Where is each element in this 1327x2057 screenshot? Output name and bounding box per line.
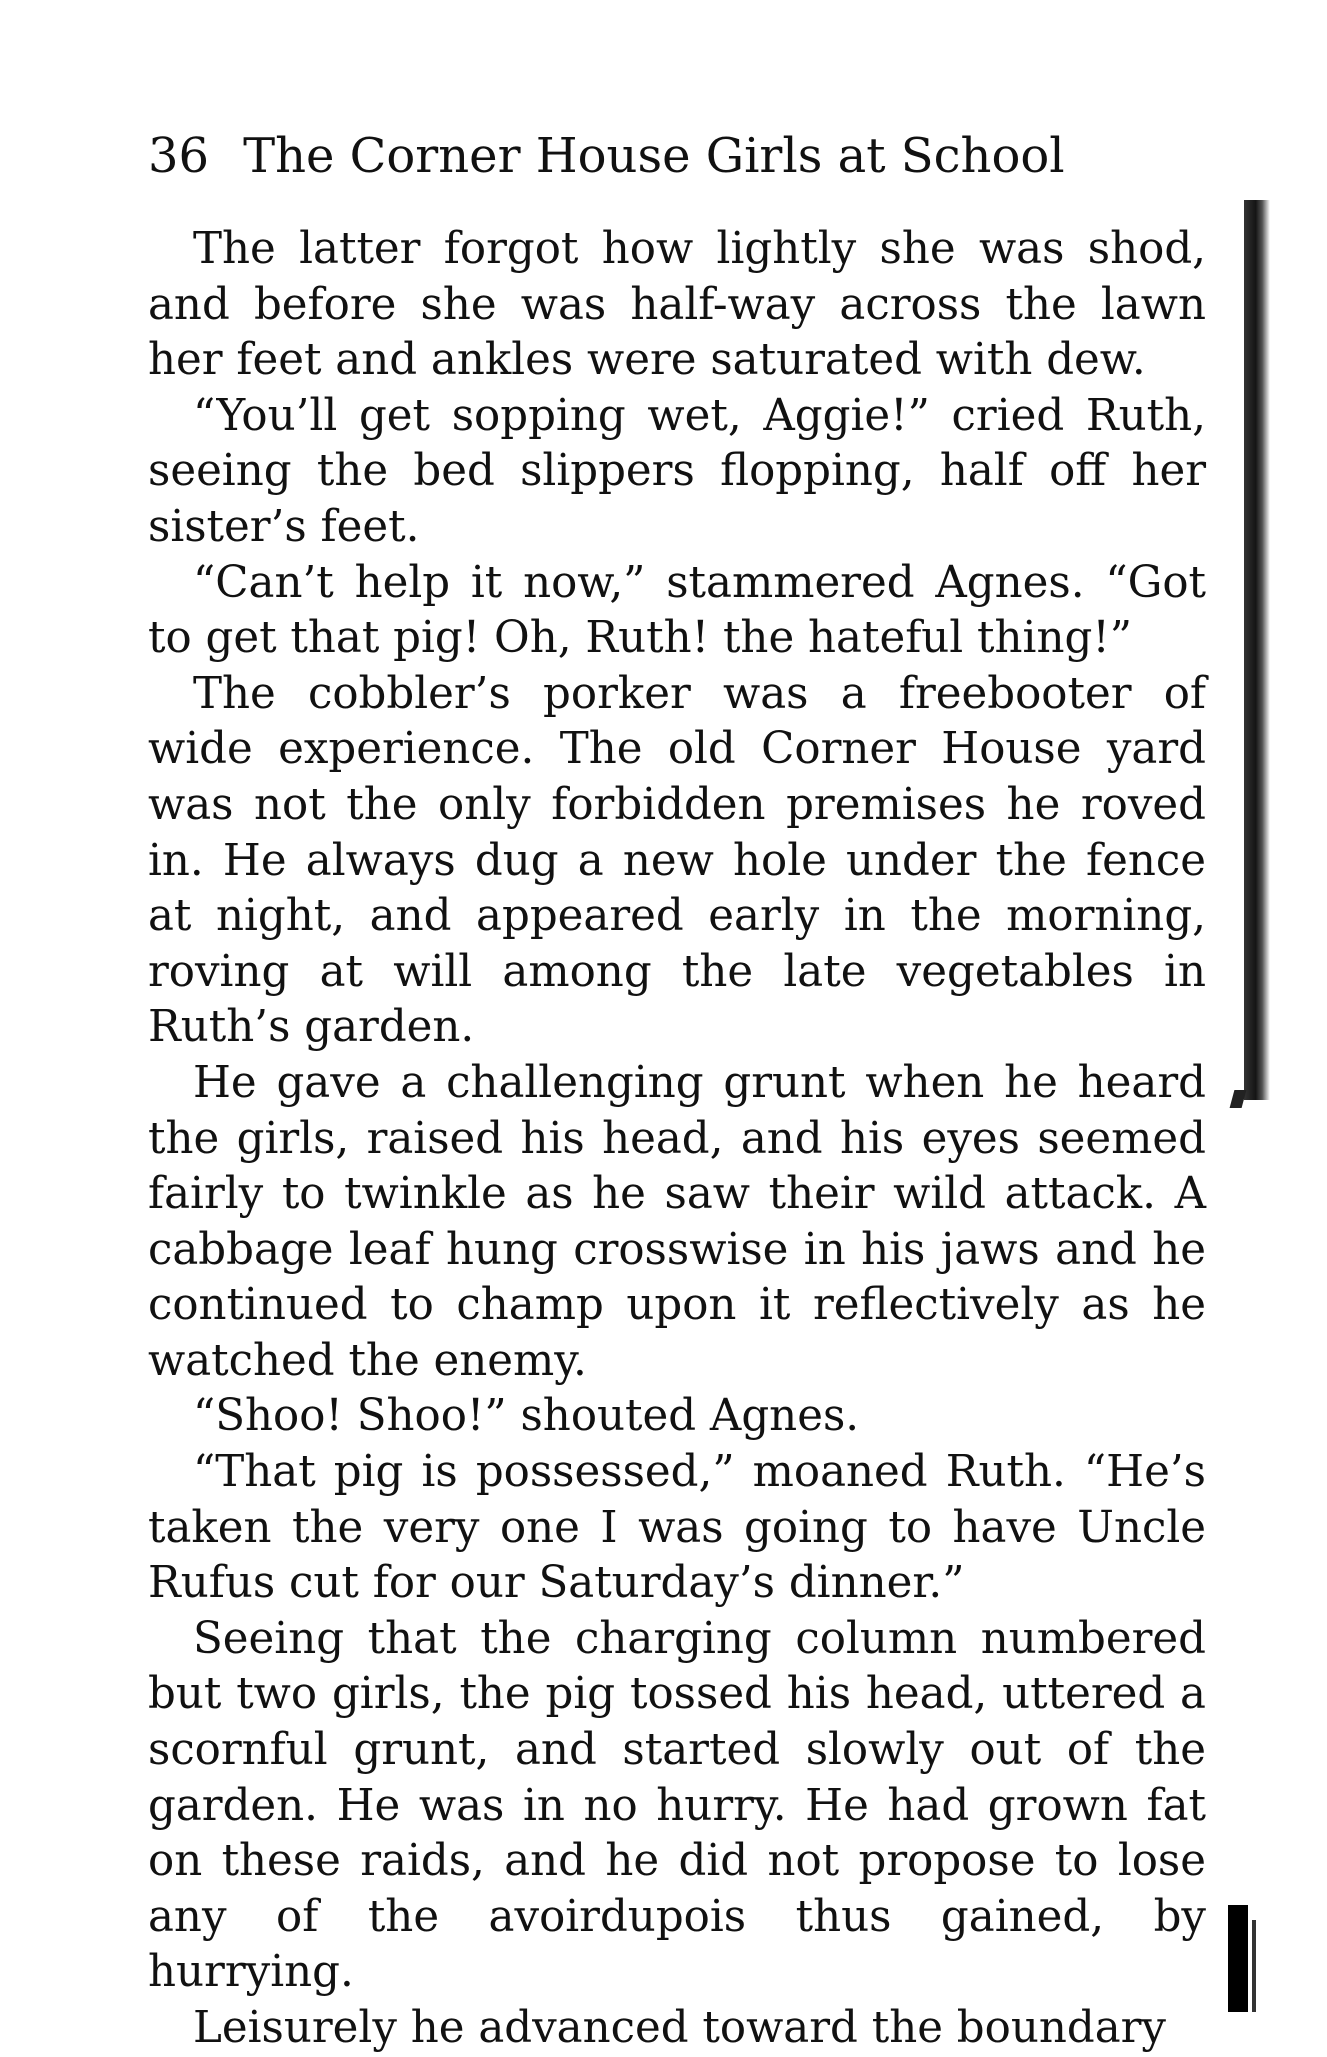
paragraph: “Can’t help it now,” stammered Agnes. “Got to get that pig! Oh, Ruth! the hateful thing!” [148,557,1206,664]
paragraph: “That pig is possessed,” moaned Ruth. “He’s taken the very one I was going to have Uncle Rufus cut for our Saturday’s dinner.” [148,1447,1206,1609]
running-title: The Corner House Girls at School [243,128,1065,184]
scan-gutter-shadow [1244,200,1270,1100]
body-text [148,222,1206,2057]
paragraph: He gave a challenging grunt when he heard the girls, raised his head, and his eyes seemed fairly to twinkle as he saw their wild attack. A cabbage leaf hung crosswise in his jaws and he continued to champ upon it reflectively as he watched the enemy. [148,1057,1206,1386]
page-number: 36 [148,128,210,184]
paragraph: “Shoo! Shoo!” shouted Agnes. [193,1391,860,1442]
paragraph: The latter forgot how lightly she was shod, and before she was half-way across the lawn her feet and ankles were saturated with dew. [148,224,1206,386]
paragraph: Leisurely he advanced toward the boundary [193,2003,1166,2053]
scan-gutter-line [1252,1920,1256,2012]
paragraph: The cobbler’s porker was a freebooter of wide experience. The old Corner House yard was not the only forbidden premises he roved in. He always dug a new hole under the fence at night, and appeared early in the morning, roving at will among the late vegetables in Ruth’s garden. [148,668,1206,1053]
paragraph: “You’ll get sopping wet, Aggie!” cried Ruth, seeing the bed slippers flopping, half off her sister’s feet. [148,390,1206,552]
paragraph: Seeing that the charging column numbered but two girls, the pig tossed his head, uttered a scornful grunt, and started slowly out of the garden. He was in no hurry. He had grown fat on these raids, and he did not propose to lose any of the avoirdupois thus gained, by hurrying. [148,1613,1206,1998]
page-header [148,128,1065,184]
scan-gutter-shadow-bottom [1228,1905,1248,2012]
scan-gutter-mark [1230,1090,1247,1108]
